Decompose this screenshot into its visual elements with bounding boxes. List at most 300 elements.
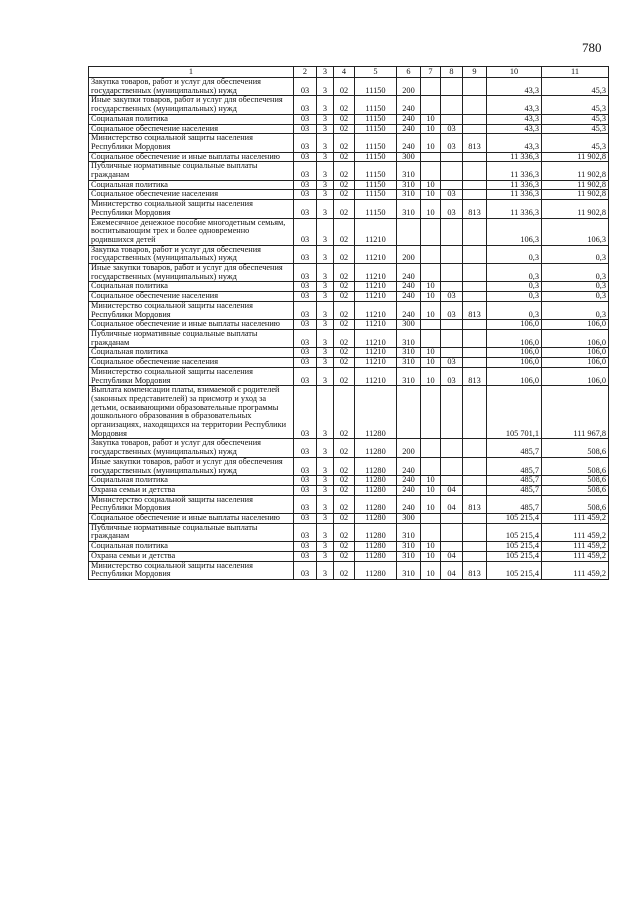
row-value-cell: 10 bbox=[421, 476, 441, 486]
row-value-cell: 3 bbox=[317, 358, 334, 368]
row-value-cell: 11150 bbox=[355, 200, 397, 218]
row-value-cell: 03 bbox=[441, 134, 463, 152]
row-value-cell: 10 bbox=[421, 180, 441, 190]
row-value-cell bbox=[421, 329, 441, 347]
row-value-cell: 10 bbox=[421, 367, 441, 385]
table-row bbox=[89, 457, 609, 475]
row-value-cell: 240 bbox=[397, 476, 421, 486]
row-value-cell bbox=[463, 476, 487, 486]
row-value-cell: 0,3 bbox=[487, 301, 542, 319]
col-header: 1 bbox=[89, 67, 294, 78]
row-value-cell bbox=[441, 78, 463, 96]
row-value-cell bbox=[441, 96, 463, 114]
row-value-cell: 02 bbox=[334, 551, 355, 561]
row-value-cell: 02 bbox=[334, 114, 355, 124]
row-value-cell: 10 bbox=[421, 551, 441, 561]
row-name-cell: Закупка товаров, работ и услуг для обеспечения государственных (муниципальных) нужд bbox=[89, 78, 294, 96]
row-value-cell: 03 bbox=[441, 367, 463, 385]
row-name-cell: Социальное обеспечение населения bbox=[89, 124, 294, 134]
table-row bbox=[89, 485, 609, 495]
row-value-cell bbox=[441, 152, 463, 162]
row-value-cell: 10 bbox=[421, 124, 441, 134]
row-value-cell: 45,3 bbox=[542, 96, 609, 114]
row-value-cell: 11150 bbox=[355, 152, 397, 162]
row-value-cell: 300 bbox=[397, 152, 421, 162]
row-value-cell: 240 bbox=[397, 292, 421, 302]
row-value-cell: 3 bbox=[317, 114, 334, 124]
row-value-cell: 3 bbox=[317, 180, 334, 190]
row-value-cell bbox=[421, 457, 441, 475]
table-row bbox=[89, 329, 609, 347]
row-value-cell: 04 bbox=[441, 485, 463, 495]
row-value-cell bbox=[463, 329, 487, 347]
row-value-cell: 3 bbox=[317, 514, 334, 524]
row-value-cell: 0,3 bbox=[542, 245, 609, 263]
row-value-cell: 111 967,8 bbox=[542, 386, 609, 439]
row-value-cell: 02 bbox=[334, 476, 355, 486]
row-value-cell bbox=[463, 282, 487, 292]
table-body bbox=[89, 78, 609, 580]
row-value-cell: 11280 bbox=[355, 542, 397, 552]
row-value-cell: 3 bbox=[317, 329, 334, 347]
row-value-cell bbox=[463, 218, 487, 245]
row-value-cell bbox=[421, 386, 441, 439]
table-row bbox=[89, 190, 609, 200]
header-row bbox=[89, 67, 609, 78]
row-value-cell bbox=[421, 162, 441, 180]
row-value-cell: 3 bbox=[317, 320, 334, 330]
row-value-cell: 03 bbox=[294, 282, 317, 292]
row-name-cell: Социальное обеспечение и иные выплаты населению bbox=[89, 152, 294, 162]
row-name-cell: Социальное обеспечение населения bbox=[89, 358, 294, 368]
row-value-cell bbox=[463, 190, 487, 200]
row-value-cell: 3 bbox=[317, 124, 334, 134]
row-value-cell: 11210 bbox=[355, 348, 397, 358]
row-value-cell: 02 bbox=[334, 358, 355, 368]
table-row bbox=[89, 523, 609, 541]
row-value-cell: 11150 bbox=[355, 162, 397, 180]
row-value-cell bbox=[441, 162, 463, 180]
row-value-cell bbox=[397, 386, 421, 439]
row-value-cell: 105 701,1 bbox=[487, 386, 542, 439]
row-value-cell: 03 bbox=[294, 264, 317, 282]
row-value-cell bbox=[463, 180, 487, 190]
row-value-cell: 10 bbox=[421, 542, 441, 552]
row-value-cell: 3 bbox=[317, 190, 334, 200]
row-value-cell: 03 bbox=[294, 514, 317, 524]
table-row bbox=[89, 282, 609, 292]
col-header: 5 bbox=[355, 67, 397, 78]
row-value-cell: 03 bbox=[294, 190, 317, 200]
row-value-cell: 106,3 bbox=[487, 218, 542, 245]
row-value-cell: 02 bbox=[334, 190, 355, 200]
row-value-cell bbox=[441, 218, 463, 245]
row-value-cell: 11280 bbox=[355, 523, 397, 541]
row-value-cell: 02 bbox=[334, 542, 355, 552]
row-value-cell: 02 bbox=[334, 292, 355, 302]
row-value-cell: 485,7 bbox=[487, 495, 542, 513]
col-header: 2 bbox=[294, 67, 317, 78]
row-value-cell: 3 bbox=[317, 218, 334, 245]
row-value-cell: 11210 bbox=[355, 358, 397, 368]
row-value-cell: 105 215,4 bbox=[487, 561, 542, 579]
row-value-cell: 10 bbox=[421, 114, 441, 124]
table-row bbox=[89, 367, 609, 385]
row-value-cell bbox=[441, 386, 463, 439]
row-value-cell: 03 bbox=[294, 485, 317, 495]
row-value-cell: 03 bbox=[294, 134, 317, 152]
row-value-cell bbox=[463, 386, 487, 439]
row-value-cell: 10 bbox=[421, 134, 441, 152]
row-name-cell: Иные закупки товаров, работ и услуг для обеспечения государственных (муниципальных) нужд bbox=[89, 264, 294, 282]
row-value-cell bbox=[397, 218, 421, 245]
row-value-cell: 10 bbox=[421, 282, 441, 292]
row-value-cell: 310 bbox=[397, 329, 421, 347]
row-name-cell: Социальное обеспечение населения bbox=[89, 292, 294, 302]
row-name-cell: Публичные нормативные социальные выплаты гражданам bbox=[89, 162, 294, 180]
row-value-cell: 43,3 bbox=[487, 96, 542, 114]
row-value-cell: 11210 bbox=[355, 245, 397, 263]
row-value-cell bbox=[463, 439, 487, 457]
table-row bbox=[89, 495, 609, 513]
row-value-cell bbox=[463, 551, 487, 561]
row-value-cell: 03 bbox=[294, 96, 317, 114]
row-name-cell: Министерство социальной защиты населения Республики Мордовия bbox=[89, 134, 294, 152]
row-value-cell: 02 bbox=[334, 162, 355, 180]
row-value-cell: 45,3 bbox=[542, 78, 609, 96]
row-value-cell: 813 bbox=[463, 134, 487, 152]
row-value-cell: 310 bbox=[397, 348, 421, 358]
col-header: 4 bbox=[334, 67, 355, 78]
row-value-cell: 310 bbox=[397, 551, 421, 561]
row-value-cell: 11210 bbox=[355, 320, 397, 330]
row-value-cell: 02 bbox=[334, 134, 355, 152]
row-value-cell bbox=[441, 439, 463, 457]
row-value-cell: 11280 bbox=[355, 439, 397, 457]
row-value-cell: 03 bbox=[294, 114, 317, 124]
row-value-cell: 03 bbox=[294, 476, 317, 486]
table-row bbox=[89, 152, 609, 162]
row-name-cell: Социальная политика bbox=[89, 180, 294, 190]
table-row bbox=[89, 358, 609, 368]
row-value-cell: 106,0 bbox=[487, 329, 542, 347]
row-value-cell bbox=[463, 514, 487, 524]
row-value-cell: 813 bbox=[463, 200, 487, 218]
row-value-cell: 11150 bbox=[355, 180, 397, 190]
row-value-cell: 485,7 bbox=[487, 457, 542, 475]
row-value-cell: 0,3 bbox=[487, 245, 542, 263]
row-value-cell: 106,0 bbox=[542, 358, 609, 368]
row-value-cell: 03 bbox=[294, 200, 317, 218]
budget-table bbox=[88, 66, 609, 580]
row-value-cell: 111 459,2 bbox=[542, 523, 609, 541]
row-value-cell: 300 bbox=[397, 514, 421, 524]
row-value-cell: 310 bbox=[397, 200, 421, 218]
col-header: 6 bbox=[397, 67, 421, 78]
row-value-cell bbox=[463, 523, 487, 541]
row-value-cell: 3 bbox=[317, 485, 334, 495]
row-name-cell: Министерство социальной защиты населения Республики Мордовия bbox=[89, 367, 294, 385]
row-value-cell bbox=[463, 457, 487, 475]
row-value-cell: 11210 bbox=[355, 218, 397, 245]
row-value-cell: 11150 bbox=[355, 78, 397, 96]
row-value-cell bbox=[441, 180, 463, 190]
row-value-cell: 106,3 bbox=[542, 218, 609, 245]
row-value-cell: 43,3 bbox=[487, 134, 542, 152]
row-value-cell bbox=[463, 348, 487, 358]
row-value-cell: 3 bbox=[317, 200, 334, 218]
row-value-cell: 508,6 bbox=[542, 439, 609, 457]
row-value-cell: 02 bbox=[334, 96, 355, 114]
row-value-cell: 11210 bbox=[355, 367, 397, 385]
row-value-cell: 10 bbox=[421, 561, 441, 579]
row-name-cell: Охрана семьи и детства bbox=[89, 485, 294, 495]
table-row bbox=[89, 551, 609, 561]
row-value-cell: 11210 bbox=[355, 264, 397, 282]
row-value-cell bbox=[421, 152, 441, 162]
row-value-cell: 11150 bbox=[355, 124, 397, 134]
row-value-cell bbox=[421, 264, 441, 282]
row-value-cell: 310 bbox=[397, 542, 421, 552]
row-value-cell: 310 bbox=[397, 190, 421, 200]
row-value-cell: 11 336,3 bbox=[487, 200, 542, 218]
row-value-cell: 03 bbox=[441, 301, 463, 319]
row-value-cell: 11280 bbox=[355, 457, 397, 475]
row-value-cell bbox=[441, 514, 463, 524]
row-value-cell bbox=[421, 78, 441, 96]
row-name-cell: Охрана семьи и детства bbox=[89, 551, 294, 561]
row-value-cell: 111 459,2 bbox=[542, 514, 609, 524]
row-value-cell: 3 bbox=[317, 292, 334, 302]
row-value-cell: 11210 bbox=[355, 301, 397, 319]
row-name-cell: Социальная политика bbox=[89, 114, 294, 124]
row-value-cell: 310 bbox=[397, 180, 421, 190]
row-value-cell: 508,6 bbox=[542, 476, 609, 486]
col-header: 10 bbox=[487, 67, 542, 78]
row-value-cell bbox=[463, 152, 487, 162]
row-value-cell bbox=[441, 114, 463, 124]
row-value-cell: 3 bbox=[317, 476, 334, 486]
table-row bbox=[89, 78, 609, 96]
table-row bbox=[89, 180, 609, 190]
row-value-cell: 02 bbox=[334, 200, 355, 218]
row-value-cell: 03 bbox=[294, 329, 317, 347]
row-value-cell: 03 bbox=[294, 320, 317, 330]
row-value-cell: 03 bbox=[294, 301, 317, 319]
row-value-cell: 485,7 bbox=[487, 476, 542, 486]
row-value-cell: 04 bbox=[441, 561, 463, 579]
row-value-cell: 11210 bbox=[355, 282, 397, 292]
row-value-cell: 240 bbox=[397, 114, 421, 124]
row-value-cell: 3 bbox=[317, 367, 334, 385]
row-value-cell bbox=[441, 245, 463, 263]
row-value-cell: 03 bbox=[294, 495, 317, 513]
row-value-cell: 11 336,3 bbox=[487, 152, 542, 162]
row-value-cell: 03 bbox=[294, 523, 317, 541]
row-value-cell bbox=[463, 264, 487, 282]
row-value-cell: 03 bbox=[294, 180, 317, 190]
row-value-cell: 3 bbox=[317, 542, 334, 552]
row-value-cell: 0,3 bbox=[487, 292, 542, 302]
row-value-cell: 10 bbox=[421, 485, 441, 495]
row-value-cell: 3 bbox=[317, 561, 334, 579]
row-value-cell: 03 bbox=[294, 457, 317, 475]
row-value-cell: 03 bbox=[294, 542, 317, 552]
row-value-cell: 11 902,8 bbox=[542, 200, 609, 218]
row-value-cell: 11150 bbox=[355, 114, 397, 124]
table-row bbox=[89, 476, 609, 486]
table-row bbox=[89, 114, 609, 124]
row-value-cell: 03 bbox=[441, 200, 463, 218]
row-value-cell: 200 bbox=[397, 245, 421, 263]
row-name-cell: Социальная политика bbox=[89, 476, 294, 486]
row-value-cell: 02 bbox=[334, 514, 355, 524]
row-value-cell: 111 459,2 bbox=[542, 561, 609, 579]
row-value-cell: 0,3 bbox=[542, 264, 609, 282]
row-value-cell bbox=[463, 78, 487, 96]
row-value-cell: 03 bbox=[441, 124, 463, 134]
table-row bbox=[89, 439, 609, 457]
row-value-cell: 02 bbox=[334, 485, 355, 495]
row-value-cell: 11280 bbox=[355, 495, 397, 513]
row-value-cell: 813 bbox=[463, 301, 487, 319]
table-row bbox=[89, 245, 609, 263]
row-value-cell: 43,3 bbox=[487, 114, 542, 124]
row-name-cell: Социальная политика bbox=[89, 348, 294, 358]
row-value-cell: 0,3 bbox=[542, 292, 609, 302]
row-value-cell: 02 bbox=[334, 386, 355, 439]
row-value-cell: 310 bbox=[397, 523, 421, 541]
row-value-cell: 106,0 bbox=[487, 320, 542, 330]
row-value-cell: 3 bbox=[317, 386, 334, 439]
row-value-cell: 02 bbox=[334, 78, 355, 96]
row-value-cell: 3 bbox=[317, 439, 334, 457]
row-value-cell: 106,0 bbox=[542, 367, 609, 385]
row-value-cell: 04 bbox=[441, 551, 463, 561]
row-value-cell: 11210 bbox=[355, 329, 397, 347]
row-value-cell: 03 bbox=[294, 162, 317, 180]
row-name-cell: Закупка товаров, работ и услуг для обеспечения государственных (муниципальных) нужд bbox=[89, 439, 294, 457]
row-value-cell: 45,3 bbox=[542, 124, 609, 134]
row-value-cell bbox=[463, 162, 487, 180]
table-row bbox=[89, 200, 609, 218]
table-row bbox=[89, 386, 609, 439]
row-value-cell: 11150 bbox=[355, 190, 397, 200]
row-value-cell: 11 336,3 bbox=[487, 180, 542, 190]
row-value-cell: 813 bbox=[463, 367, 487, 385]
row-value-cell: 240 bbox=[397, 134, 421, 152]
table-row bbox=[89, 301, 609, 319]
row-name-cell: Министерство социальной защиты населения Республики Мордовия bbox=[89, 301, 294, 319]
page-number: 780 bbox=[582, 40, 602, 55]
row-value-cell: 240 bbox=[397, 282, 421, 292]
row-value-cell: 0,3 bbox=[542, 301, 609, 319]
row-value-cell: 45,3 bbox=[542, 114, 609, 124]
row-value-cell: 11280 bbox=[355, 551, 397, 561]
row-value-cell: 02 bbox=[334, 523, 355, 541]
row-value-cell: 310 bbox=[397, 162, 421, 180]
row-value-cell: 105 215,4 bbox=[487, 551, 542, 561]
row-value-cell: 3 bbox=[317, 348, 334, 358]
row-value-cell: 11150 bbox=[355, 134, 397, 152]
row-value-cell bbox=[463, 485, 487, 495]
row-value-cell: 300 bbox=[397, 320, 421, 330]
row-value-cell: 10 bbox=[421, 190, 441, 200]
row-value-cell: 11280 bbox=[355, 476, 397, 486]
col-header: 11 bbox=[542, 67, 609, 78]
row-value-cell: 3 bbox=[317, 264, 334, 282]
row-value-cell bbox=[441, 457, 463, 475]
table-row bbox=[89, 264, 609, 282]
row-value-cell: 106,0 bbox=[542, 320, 609, 330]
row-value-cell: 02 bbox=[334, 124, 355, 134]
row-value-cell: 02 bbox=[334, 152, 355, 162]
row-value-cell: 03 bbox=[294, 218, 317, 245]
row-value-cell bbox=[463, 124, 487, 134]
row-value-cell: 3 bbox=[317, 152, 334, 162]
table-row bbox=[89, 561, 609, 579]
row-value-cell bbox=[421, 245, 441, 263]
row-value-cell: 03 bbox=[294, 561, 317, 579]
row-value-cell: 03 bbox=[294, 78, 317, 96]
row-name-cell: Иные закупки товаров, работ и услуг для обеспечения государственных (муниципальных) нужд bbox=[89, 96, 294, 114]
row-value-cell: 03 bbox=[294, 367, 317, 385]
row-value-cell: 02 bbox=[334, 320, 355, 330]
row-value-cell: 3 bbox=[317, 245, 334, 263]
row-value-cell: 03 bbox=[294, 358, 317, 368]
table-row bbox=[89, 542, 609, 552]
row-value-cell: 10 bbox=[421, 292, 441, 302]
table-row bbox=[89, 348, 609, 358]
row-name-cell: Публичные нормативные социальные выплаты гражданам bbox=[89, 329, 294, 347]
row-value-cell: 310 bbox=[397, 358, 421, 368]
row-value-cell: 508,6 bbox=[542, 485, 609, 495]
row-value-cell bbox=[441, 282, 463, 292]
row-name-cell: Публичные нормативные социальные выплаты гражданам bbox=[89, 523, 294, 541]
row-value-cell bbox=[421, 514, 441, 524]
row-value-cell: 45,3 bbox=[542, 134, 609, 152]
row-value-cell: 240 bbox=[397, 485, 421, 495]
col-header: 9 bbox=[463, 67, 487, 78]
row-name-cell: Ежемесячное денежное пособие многодетным семьям, воспитывающим трех и более одновременно родившихся детей bbox=[89, 218, 294, 245]
row-value-cell: 106,0 bbox=[487, 367, 542, 385]
row-value-cell: 310 bbox=[397, 367, 421, 385]
row-name-cell: Закупка товаров, работ и услуг для обеспечения государственных (муниципальных) нужд bbox=[89, 245, 294, 263]
row-value-cell bbox=[463, 358, 487, 368]
row-value-cell: 3 bbox=[317, 495, 334, 513]
row-value-cell: 310 bbox=[397, 561, 421, 579]
row-value-cell: 200 bbox=[397, 78, 421, 96]
row-value-cell: 106,0 bbox=[542, 348, 609, 358]
row-value-cell: 0,3 bbox=[487, 282, 542, 292]
row-name-cell: Министерство социальной защиты населения Республики Мордовия bbox=[89, 495, 294, 513]
row-value-cell: 106,0 bbox=[487, 358, 542, 368]
row-value-cell: 240 bbox=[397, 301, 421, 319]
row-value-cell bbox=[421, 439, 441, 457]
row-value-cell bbox=[441, 476, 463, 486]
row-value-cell: 240 bbox=[397, 495, 421, 513]
table-row bbox=[89, 320, 609, 330]
row-value-cell: 240 bbox=[397, 124, 421, 134]
row-value-cell: 10 bbox=[421, 200, 441, 218]
row-value-cell: 200 bbox=[397, 439, 421, 457]
row-value-cell: 11 336,3 bbox=[487, 190, 542, 200]
row-value-cell: 02 bbox=[334, 348, 355, 358]
row-value-cell: 03 bbox=[294, 348, 317, 358]
row-value-cell bbox=[463, 96, 487, 114]
row-value-cell: 02 bbox=[334, 439, 355, 457]
row-value-cell: 3 bbox=[317, 78, 334, 96]
